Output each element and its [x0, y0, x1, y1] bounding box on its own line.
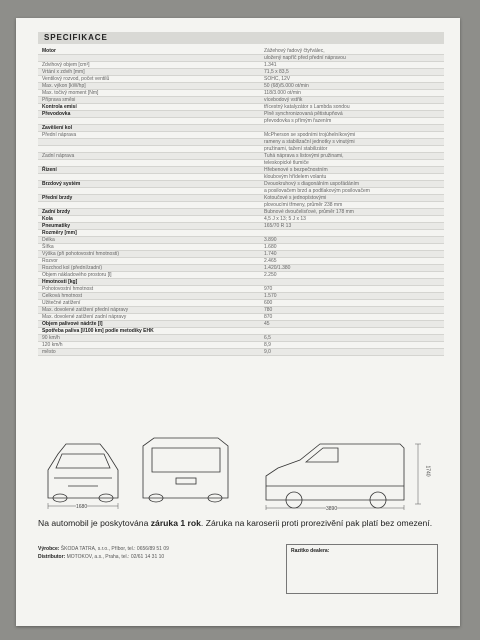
- spec-row: [38, 160, 444, 167]
- spec-row: [38, 286, 444, 293]
- spec-row: [38, 132, 444, 139]
- spec-row: [38, 174, 444, 181]
- section-title: SPECIFIKACE: [44, 33, 108, 42]
- spec-value: 1.420/1.380: [264, 265, 291, 271]
- spec-label: Motor: [42, 48, 56, 54]
- spec-value: 118/3.000 ot/min: [264, 90, 301, 96]
- spec-row: [38, 188, 444, 195]
- spec-value: převodovka s přímým řazením: [264, 118, 332, 124]
- spec-value: Plně synchronizovaná pětistupňová: [264, 111, 343, 117]
- spec-label: Spotřeba paliva [l/100 km] podle metodiky EHK: [42, 328, 154, 334]
- spec-value: 970: [264, 286, 273, 292]
- spec-label: Kola: [42, 216, 53, 222]
- spec-table: [38, 48, 444, 356]
- spec-row: [38, 90, 444, 97]
- spec-row: [38, 307, 444, 314]
- spec-row: [38, 146, 444, 153]
- spec-value: 2.465: [264, 258, 277, 264]
- spec-label: [38, 139, 264, 145]
- spec-value: a posilovačem brzd a podtlakovým posilovačem: [264, 188, 370, 194]
- spec-row: [38, 216, 444, 223]
- spec-value: 780: [264, 307, 273, 313]
- spec-value: [264, 328, 444, 334]
- spec-row: [38, 48, 444, 55]
- spec-label: město: [42, 349, 56, 355]
- spec-label: [38, 174, 264, 180]
- spec-label: Kontrola emisí: [42, 104, 77, 110]
- spec-label: Převodovka: [42, 111, 71, 117]
- spec-row: [38, 125, 444, 132]
- warranty-text: Na automobil je poskytována záruka 1 rok. Záruka na karoserii proti prorezivění pak platí bez omezení.: [38, 518, 433, 528]
- spec-value: 1.570: [264, 293, 277, 299]
- spec-label: Délka: [42, 237, 55, 243]
- spec-row: [38, 181, 444, 188]
- spec-label: Max. dovolené zatížení přední nápravy: [42, 307, 129, 313]
- spec-label: [38, 146, 264, 152]
- spec-row: [38, 55, 444, 62]
- spec-label: Ventilový rozvod, počet ventilů: [42, 76, 110, 82]
- spec-label: Přední náprava: [42, 132, 77, 138]
- brochure-page: [16, 18, 460, 626]
- spec-value: Zážehový řadový čtyřválec,: [264, 48, 325, 54]
- spec-row: [38, 111, 444, 118]
- spec-label: [38, 202, 264, 208]
- spec-value: 1.740: [264, 251, 277, 257]
- spec-label: Pohotovostní hmotnost: [42, 286, 94, 292]
- producer-line: Výrobce: ŠKODA TATRA, s.r.o., Příbor, tel.: 0656/89 51 09: [38, 546, 169, 552]
- spec-row: [38, 265, 444, 272]
- spec-label: Brzdový systém: [42, 181, 81, 187]
- spec-value: 45: [264, 321, 270, 327]
- spec-row: [38, 293, 444, 300]
- spec-label: Objem palivové nádrže [l]: [42, 321, 103, 327]
- spec-value: [264, 279, 444, 285]
- spec-value: 6,5: [264, 335, 271, 341]
- spec-value: SOHC, 12V: [264, 76, 291, 82]
- spec-label: Rozchod kol (přední/zadní): [42, 265, 103, 271]
- spec-row: [38, 272, 444, 279]
- distributor-line: Distributor: MOTOKOV, a.s., Praha, tel.: 02/61 14 31 10: [38, 553, 165, 560]
- spec-row: [38, 104, 444, 111]
- spec-value: vícebodový vstřik: [264, 97, 303, 103]
- spec-value: 165/70 R 13: [264, 223, 292, 229]
- spec-row: [38, 153, 444, 160]
- spec-row: [38, 279, 444, 286]
- spec-row: [38, 202, 444, 209]
- spec-row: [38, 258, 444, 265]
- spec-label: Rozvor: [42, 258, 58, 264]
- spec-value: 8,9: [264, 342, 271, 348]
- spec-row: [38, 97, 444, 104]
- spec-value: 9,0: [264, 349, 271, 355]
- spec-label: Přední brzdy: [42, 195, 73, 201]
- spec-label: [38, 188, 264, 194]
- front-view-body: [48, 444, 118, 498]
- spec-row: [38, 76, 444, 83]
- spec-value: kloubovým hřídelem volantu: [264, 174, 327, 180]
- spec-label: Pneumatiky: [42, 223, 71, 229]
- spec-value: 1.341: [264, 62, 277, 68]
- spec-value: Dvouokruhový s diagonálním uspořádáním: [264, 181, 360, 187]
- spec-label: Zavěšení kol: [42, 125, 73, 131]
- spec-value: uložený napříč před přední nápravou: [264, 55, 346, 61]
- spec-row: [38, 244, 444, 251]
- spec-row: [38, 209, 444, 216]
- width-dimension-label: 1680: [76, 504, 88, 510]
- spec-label: Max. točivý moment [Nm]: [42, 90, 99, 96]
- spec-value: 870: [264, 314, 273, 320]
- spec-value: plovoucími třmeny, průměr 238 mm: [264, 202, 343, 208]
- spec-row: [38, 300, 444, 307]
- spec-label: Šířka: [42, 244, 54, 250]
- spec-label: [38, 160, 264, 166]
- spec-row: [38, 237, 444, 244]
- height-dimension-line: [415, 444, 421, 504]
- spec-label: Zdvihový objem [cm³]: [42, 62, 90, 68]
- spec-label: Vrtání x zdvih [mm]: [42, 69, 85, 75]
- spec-label: Řízení: [42, 167, 57, 173]
- spec-label: Výška (při pohotovostní hmotnosti): [42, 251, 119, 257]
- spec-row: [38, 251, 444, 258]
- spec-row: [38, 349, 444, 356]
- spec-row: [38, 223, 444, 230]
- spec-label: Celková hmotnost: [42, 293, 83, 299]
- spec-label: Zadní náprava: [42, 153, 75, 159]
- spec-row: [38, 335, 444, 342]
- spec-label: 90 km/h: [42, 335, 60, 341]
- spec-row: [38, 342, 444, 349]
- spec-value: Kotoučové s jednopístovými: [264, 195, 327, 201]
- length-dimension-label: 3890: [326, 506, 338, 512]
- spec-value: Hřebenové s bezpečnostním: [264, 167, 328, 173]
- dealer-stamp-box: [286, 544, 438, 594]
- spec-value: Bubnové dvoučelisťové, průměr 178 mm: [264, 209, 354, 215]
- spec-value: 2.250: [264, 272, 277, 278]
- spec-label: [38, 118, 264, 124]
- spec-value: 4,5 J x 13; 5 J x 13: [264, 216, 306, 222]
- spec-label: Zadní brzdy: [42, 209, 71, 215]
- spec-label: 120 km/h: [42, 342, 63, 348]
- vehicle-drawings: [38, 420, 444, 510]
- vehicle-outline-drawings: [38, 420, 444, 510]
- spec-row: [38, 83, 444, 90]
- spec-row: [38, 167, 444, 174]
- spec-value: 71,5 x 83,5: [264, 69, 289, 75]
- spec-value: třícestný katalyzátor s Lambda sondou: [264, 104, 350, 110]
- rear-view-body: [143, 438, 228, 498]
- spec-label: Max. dovolené zatížení zadní nápravy: [42, 314, 127, 320]
- spec-row: [38, 321, 444, 328]
- spec-value: 600: [264, 300, 273, 306]
- spec-row: [38, 195, 444, 202]
- spec-label: [38, 55, 264, 61]
- spec-value: Tuhá náprava s listovými pružinami,: [264, 153, 344, 159]
- section-header: [38, 32, 444, 44]
- spec-label: Max. výkon [kW/hp]: [42, 83, 86, 89]
- dealer-stamp-label: Razítko dealera:: [291, 548, 330, 554]
- spec-row: [38, 230, 444, 237]
- spec-value: [264, 125, 444, 131]
- spec-label: Rozměry [mm]: [42, 230, 77, 236]
- spec-row: [38, 62, 444, 69]
- spec-row: [38, 139, 444, 146]
- spec-row: [38, 328, 444, 335]
- height-dimension-label: 1740: [424, 465, 431, 477]
- contacts: [38, 546, 169, 561]
- spec-value: rameny a stabilizační jednotky s vinutými: [264, 139, 355, 145]
- spec-label: Příprava směsi: [42, 97, 76, 103]
- spec-row: [38, 314, 444, 321]
- spec-value: McPherson se spodními trojúhelníkovými: [264, 132, 356, 138]
- spec-value: 1.680: [264, 244, 277, 250]
- spec-label: Užitečné zatížení: [42, 300, 81, 306]
- spec-label: Objem nákladového prostoru [l]: [42, 272, 112, 278]
- spec-value: pružinami, tažení stabilizátor: [264, 146, 328, 152]
- spec-value: [264, 230, 444, 236]
- spec-value: 3.890: [264, 237, 277, 243]
- spec-row: [38, 118, 444, 125]
- spec-label: Hmotnosti [kg]: [42, 279, 78, 285]
- spec-value: teleskopické tlumiče: [264, 160, 309, 166]
- side-view-body: [266, 444, 404, 500]
- spec-row: [38, 69, 444, 76]
- spec-value: 50 (68)/5.000 ot/min: [264, 83, 309, 89]
